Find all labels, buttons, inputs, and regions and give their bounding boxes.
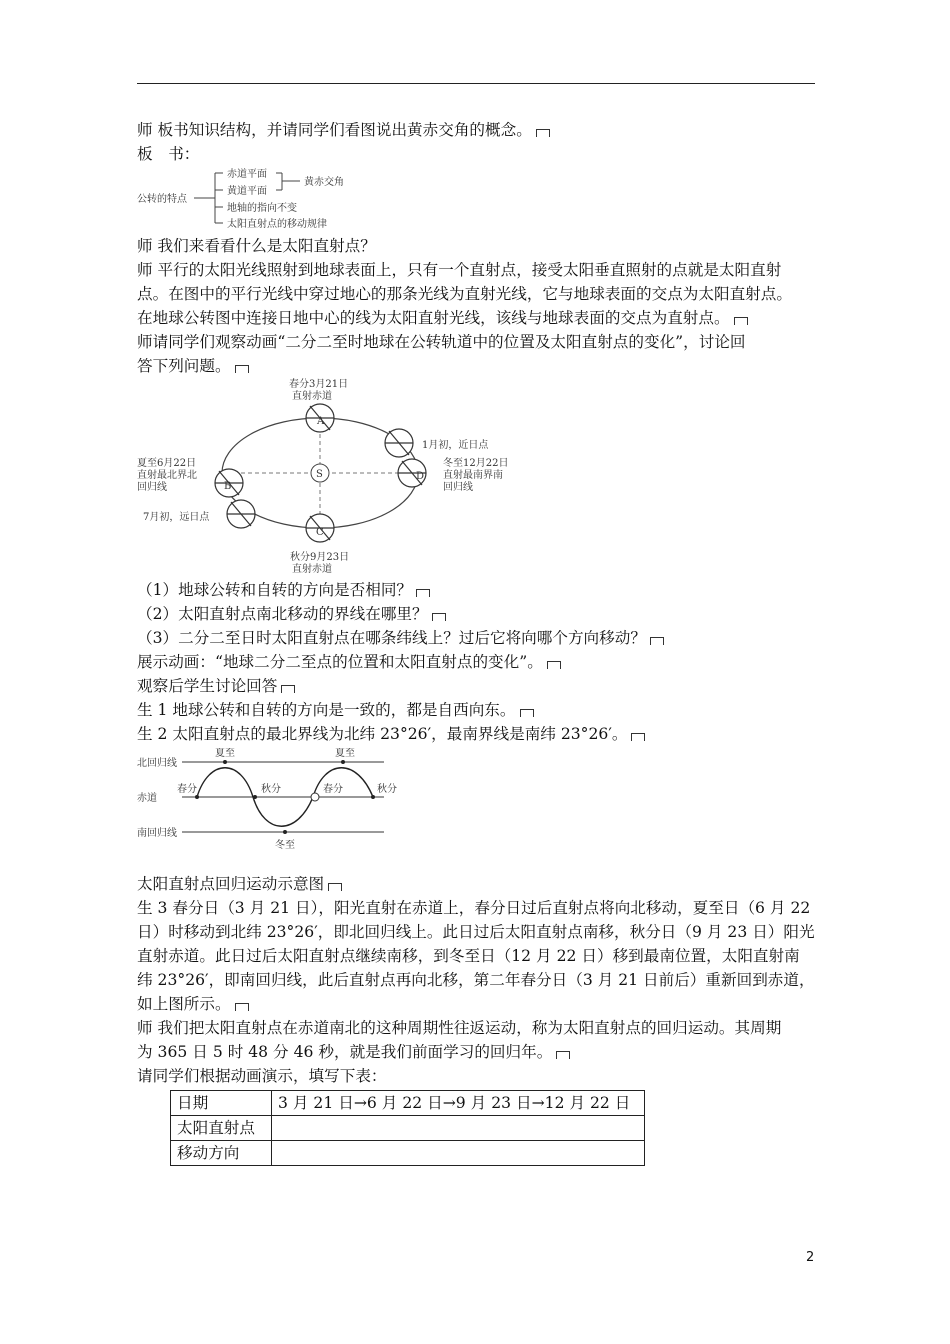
table-cell-blank[interactable] bbox=[272, 1141, 645, 1166]
winter-sub-label: 回归线 bbox=[443, 482, 473, 493]
autumn-label: 秋分9月23日 bbox=[290, 552, 350, 563]
table-cell: 移动方向 bbox=[171, 1141, 272, 1166]
tropic-capricorn-label: 南回归线 bbox=[137, 828, 177, 839]
table-cell-blank[interactable] bbox=[272, 1116, 645, 1141]
winter-sub-label: 直射最南界南 bbox=[443, 470, 503, 481]
paragraph: 答下列问题。 bbox=[137, 354, 827, 378]
paragraph-mark-icon bbox=[432, 613, 446, 621]
aphelion-label: 7月初，远日点 bbox=[143, 512, 210, 523]
summer-sub-label: 直射最北界北 bbox=[137, 470, 197, 481]
figure-caption: 太阳直射点回归运动示意图 bbox=[137, 872, 827, 896]
board-root: 公转的特点 bbox=[137, 194, 187, 205]
paragraph-mark-icon bbox=[328, 883, 342, 891]
autumn-equinox-label: 秋分 bbox=[377, 784, 397, 795]
point-b-label: B bbox=[224, 481, 232, 492]
spring-equinox-label: 春分 bbox=[177, 784, 197, 795]
subsolar-migration-diagram bbox=[137, 748, 397, 858]
table-cell: 日期 bbox=[171, 1091, 272, 1116]
paragraph: 如上图所示。 bbox=[137, 992, 827, 1016]
autumn-equinox-label: 秋分 bbox=[261, 784, 281, 795]
table-cell: 太阳直射点 bbox=[171, 1116, 272, 1141]
perihelion-label: 1月初，近日点 bbox=[422, 440, 489, 451]
paragraph-mark-icon bbox=[235, 1003, 249, 1011]
paragraph: 请同学们根据动画演示，填写下表： bbox=[137, 1067, 387, 1085]
point-a-label: A bbox=[317, 416, 325, 427]
paragraph: 生 2 太阳直射点的最北界线为北纬 23°26′，最南界线是南纬 23°26′。 bbox=[137, 722, 827, 746]
spring-label: 春分3月21日 bbox=[289, 379, 349, 390]
sun-label: S bbox=[316, 469, 323, 480]
paragraph: 师 平行的太阳光线照射到地球表面上，只有一个直射点，接受太阳垂直照射的点就是太阳直射 bbox=[137, 261, 782, 279]
winter-solstice-label: 冬至 bbox=[275, 840, 295, 851]
fill-in-table bbox=[170, 1090, 645, 1166]
summer-solstice-label: 夏至 bbox=[215, 748, 235, 759]
sun-marker-icon bbox=[311, 793, 319, 801]
table-row bbox=[171, 1116, 645, 1141]
paragraph: 师 我们把太阳直射点在赤道南北的这种周期性往返运动，称为太阳直射点的回归运动。其周期 bbox=[137, 1019, 782, 1037]
point-d-label: D bbox=[416, 471, 425, 482]
table-row bbox=[171, 1091, 645, 1116]
paragraph: 为 365 日 5 时 48 分 46 秒，就是我们前面学习的回归年。 bbox=[137, 1040, 827, 1064]
paragraph: 纬 23°26′，即南回归线，此后直射点再向北移，第二年春分日（3 月 21 日前后）重新回到赤道， bbox=[137, 971, 815, 989]
paragraph: 师请同学们观察动画“二分二至时地球在公转轨道中的位置及太阳直射点的变化”，讨论回 bbox=[137, 333, 746, 351]
spring-sub-label: 直射赤道 bbox=[292, 391, 332, 402]
board-item: 赤道平面 bbox=[227, 169, 267, 180]
summer-label: 夏至6月22日 bbox=[137, 458, 197, 469]
table-cell: 3 月 21 日→6 月 22 日→9 月 23 日→12 月 22 日 bbox=[272, 1091, 645, 1116]
paragraph-mark-icon bbox=[547, 661, 561, 669]
paragraph: 观察后学生讨论回答 bbox=[137, 674, 827, 698]
tropic-cancer-label: 北回归线 bbox=[137, 758, 177, 769]
paragraph-mark-icon bbox=[416, 589, 430, 597]
page-number: 2 bbox=[806, 1250, 815, 1265]
point-c-label: C bbox=[316, 527, 324, 538]
paragraph: 生 3 春分日（3 月 21 日），阳光直射在赤道上，春分日过后直射点将向北移动，夏至日（6 月 22 bbox=[137, 899, 811, 917]
paragraph-mark-icon bbox=[235, 365, 249, 373]
board-item: 黄道平面 bbox=[227, 186, 267, 197]
paragraph-mark-icon bbox=[536, 129, 550, 137]
paragraph-mark-icon bbox=[556, 1051, 570, 1059]
paragraph-mark-icon bbox=[281, 685, 295, 693]
document-body bbox=[137, 118, 827, 1166]
spring-equinox-label: 春分 bbox=[323, 784, 343, 795]
paragraph: 师 板书知识结构，并请同学们看图说出黄赤交角的概念。 bbox=[137, 118, 827, 142]
board-structure-diagram bbox=[137, 164, 397, 234]
paragraph-mark-icon bbox=[631, 733, 645, 741]
paragraph: 展示动画：“地球二分二至点的位置和太阳直射点的变化”。 bbox=[137, 650, 827, 674]
paragraph: 日）时移动到北纬 23°26′，即北回归线上。此日过后太阳直射点南移，秋分日（9 月 23 日）阳光 bbox=[137, 923, 815, 941]
paragraph: 点。在图中的平行光线中穿过地心的那条光线为直射光线，它与地球表面的交点为太阳直射点。 bbox=[137, 285, 792, 303]
paragraph: 在地球公转图中连接日地中心的线为太阳直射光线，该线与地球表面的交点为直射点。 bbox=[137, 306, 827, 330]
paragraph: 师 我们来看看什么是太阳直射点？ bbox=[137, 237, 376, 255]
paragraph: 直射赤道。此日过后太阳直射点继续南移，到冬至日（12 月 22 日）移到最南位置，太阳直射南 bbox=[137, 947, 800, 965]
summer-solstice-label: 夏至 bbox=[335, 748, 355, 759]
paragraph: 板 书： bbox=[137, 145, 200, 163]
board-merge: 黄赤交角 bbox=[304, 177, 344, 188]
paragraph-mark-icon bbox=[520, 709, 534, 717]
autumn-sub-label: 直射赤道 bbox=[292, 564, 332, 575]
paragraph: 生 1 地球公转和自转的方向是一致的，都是自西向东。 bbox=[137, 698, 827, 722]
orbit-diagram bbox=[137, 378, 537, 578]
header-rule bbox=[137, 83, 815, 84]
equator-label: 赤道 bbox=[137, 793, 157, 804]
paragraph-mark-icon bbox=[734, 317, 748, 325]
board-item: 太阳直射点的移动规律 bbox=[227, 219, 327, 230]
question: （2）太阳直射点南北移动的界线在哪里？ bbox=[137, 602, 827, 626]
winter-label: 冬至12月22日 bbox=[443, 458, 509, 469]
board-item: 地轴的指向不变 bbox=[227, 203, 297, 214]
question: （3）二分二至日时太阳直射点在哪条纬线上？过后它将向哪个方向移动？ bbox=[137, 626, 827, 650]
paragraph-mark-icon bbox=[650, 637, 664, 645]
table-row bbox=[171, 1141, 645, 1166]
summer-sub-label: 回归线 bbox=[137, 482, 167, 493]
question: （1）地球公转和自转的方向是否相同？ bbox=[137, 578, 827, 602]
